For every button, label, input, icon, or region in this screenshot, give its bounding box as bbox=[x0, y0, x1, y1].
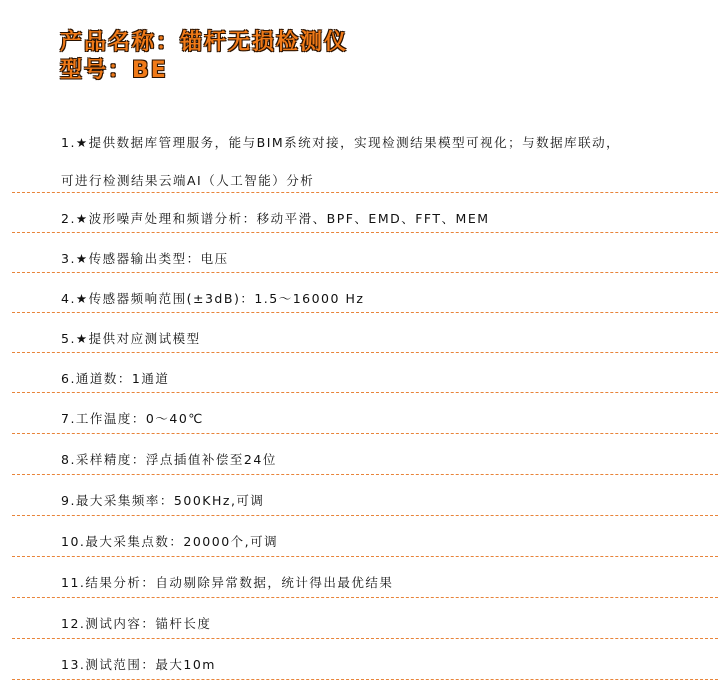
model-title: 型号：BE bbox=[60, 58, 168, 83]
spec-text: 1.★提供数据库管理服务，能与BIM系统对接，实现检测结果模型可视化；与数据库联动， bbox=[61, 135, 621, 150]
spec-item-12 bbox=[12, 598, 718, 639]
spec-text: 5.★提供对应测试模型 bbox=[61, 331, 201, 346]
spec-item-2 bbox=[12, 193, 718, 233]
spec-item-9 bbox=[12, 475, 718, 516]
spec-text: 3.★传感器输出类型：电压 bbox=[61, 251, 229, 266]
product-header bbox=[60, 30, 348, 86]
spec-item-3 bbox=[12, 233, 718, 273]
spec-item-5 bbox=[12, 313, 718, 353]
spec-text: 6.通道数：1通道 bbox=[61, 371, 170, 386]
spec-item-13 bbox=[12, 639, 718, 680]
spec-text: 11.结果分析：自动剔除异常数据，统计得出最优结果 bbox=[61, 575, 394, 590]
spec-text: 9.最大采集频率：500KHz,可调 bbox=[61, 493, 265, 508]
spec-text: 4.★传感器频响范围(±3dB)：1.5～16000 Hz bbox=[61, 291, 365, 306]
spec-text: 13.测试范围：最大10m bbox=[61, 657, 216, 672]
spec-text: 8.采样精度：浮点插值补偿至24位 bbox=[61, 452, 277, 467]
spec-item-8 bbox=[12, 434, 718, 475]
spec-text-continued: 可进行检测结果云端AI（人工智能）分析 bbox=[61, 173, 315, 188]
spec-item-1 bbox=[12, 122, 718, 193]
spec-item-4 bbox=[12, 273, 718, 313]
spec-item-10 bbox=[12, 516, 718, 557]
spec-text: 12.测试内容：锚杆长度 bbox=[61, 616, 212, 631]
spec-text: 10.最大采集点数：20000个,可调 bbox=[61, 534, 279, 549]
spec-text: 2.★波形噪声处理和频谱分析：移动平滑、BPF、EMD、FFT、MEM bbox=[61, 211, 490, 226]
spec-text: 7.工作温度：0～40℃ bbox=[61, 411, 204, 426]
product-name-title: 产品名称：锚杆无损检测仪 bbox=[60, 30, 349, 55]
spec-item-6 bbox=[12, 353, 718, 393]
spec-item-7 bbox=[12, 393, 718, 434]
spec-item-11 bbox=[12, 557, 718, 598]
